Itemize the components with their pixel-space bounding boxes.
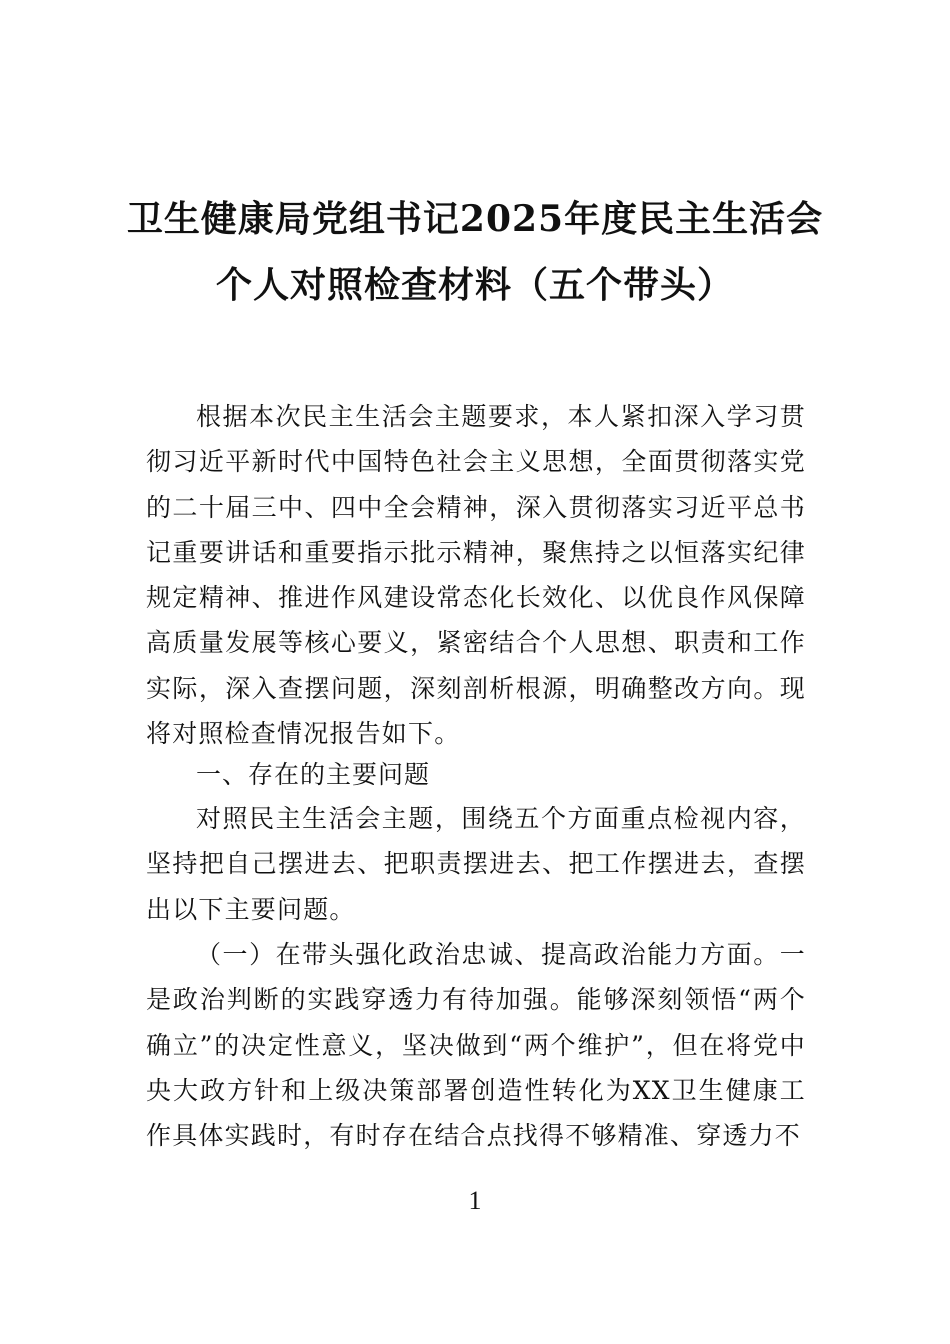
page-number: 1 — [468, 1186, 482, 1215]
subsection-text: 一是政治判断的实践穿透力有待加强。能够深刻领悟“两个确立”的决定性意义，坚决做到“两个维护”，但在将党中央大政方针和上级决策部署创造性转化为XX卫生健康工作具体实践时，有时存在结合点找得不够精准、穿透力不 — [146, 940, 806, 1151]
subsection-heading: （一）在带头强化政治忠诚、提高政治能力方面。 — [196, 940, 780, 969]
document-title-line-1: 卫生健康局党组书记2025年度民主生活会 — [126, 198, 824, 240]
intro-paragraph: 根据本次民主生活会主题要求，本人紧扣深入学习贯彻习近平新时代中国特色社会主义思想，全面贯彻落实党的二十届三中、四中全会精神，深入贯彻落实习近平总书记重要讲话和重要指示批示精神，聚焦持之以恒落实纪律规定精神、推进作风建设常态化长效化、以优良作风保障高质量发展等核心要义，紧密结合个人思想、职责和工作实际，深入查摆问题，深刻剖析根源，明确整改方向。现将对照检查情况报告如下。 — [146, 402, 806, 749]
section-heading-problems: 一、存在的主要问题 — [196, 760, 431, 789]
section-paragraph: 对照民主生活会主题，围绕五个方面重点检视内容，坚持把自己摆进去、把职责摆进去、把工作摆进去，查摆出以下主要问题。 — [146, 804, 806, 924]
subsection-paragraph — [146, 932, 806, 1158]
document-title-line-2: 个人对照检查材料（五个带头） — [215, 264, 734, 306]
